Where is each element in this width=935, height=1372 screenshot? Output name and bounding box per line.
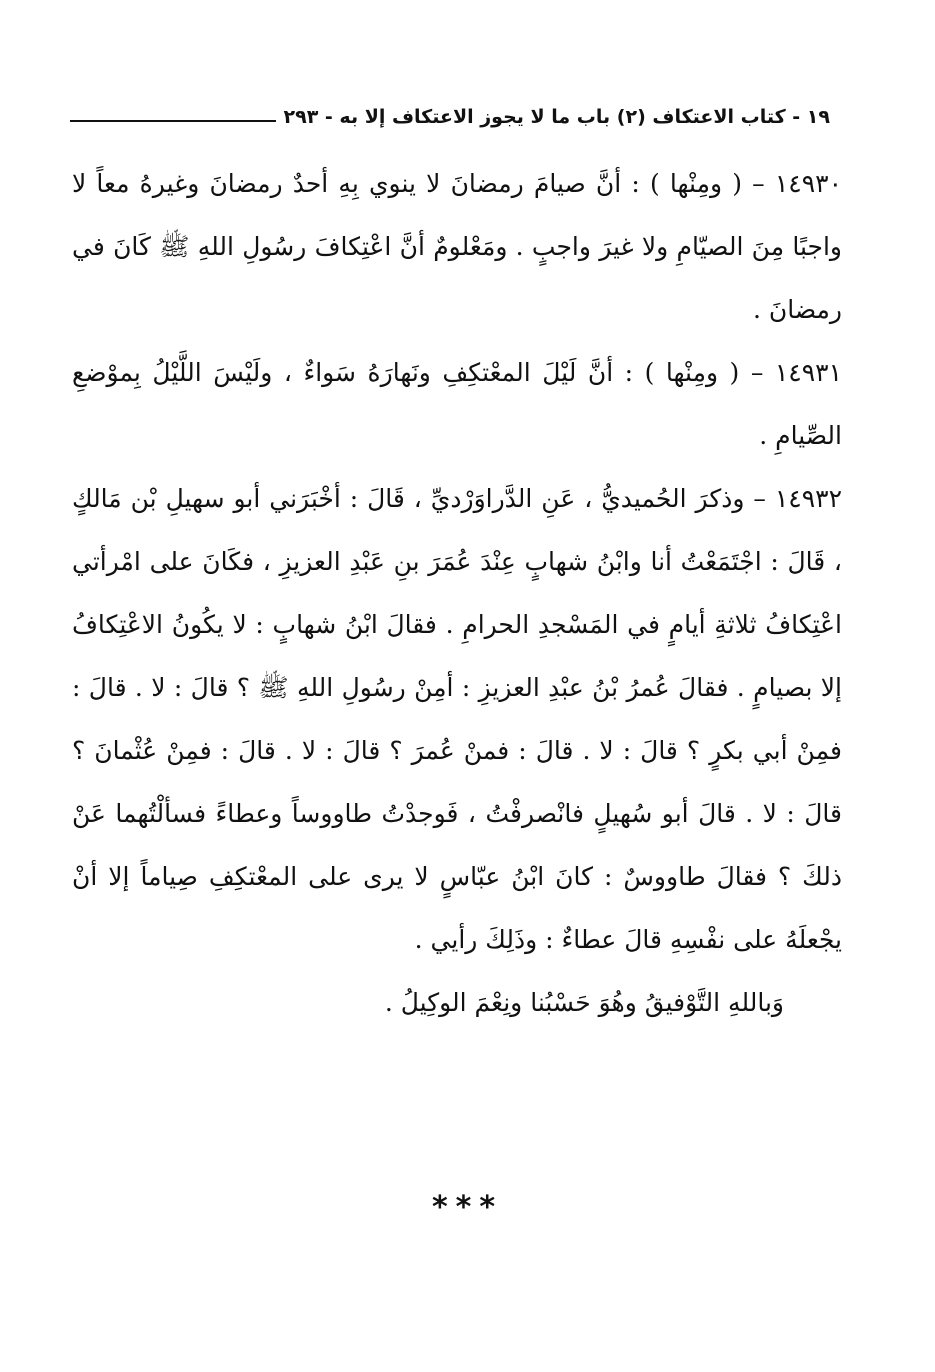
- closing-line: وَباللهِ التَّوْفيقُ وهُوَ حَسْبُنا ونِعْمَ الوكِيلُ .: [384, 988, 784, 1017]
- header-title: ١٩ - كتاب الاعتكاف (٢) باب ما لا يجوز الاعتكاف إلا به - ٢٩٣: [283, 106, 830, 128]
- paragraph-14931: ١٤٩٣١ – ( ومِنْها ) : أنَّ لَيْلَ المعْتكِفِ ونَهارَهُ سَواءٌ ، ولَيْسَ اللَّيْلُ بِموْضعِ الصِّيامِ .: [72, 358, 842, 450]
- section-separator: ***: [431, 1190, 504, 1225]
- paragraph-14932: ١٤٩٣٢ – وذكرَ الحُميديُّ ، عَنِ الدَّراوَرْديِّ ، قَالَ : أخْبَرَني أبو سهيلِ بْن مَالكٍ ، قَالَ : اجْتَمَعْتُ أنا وابْنُ شهابٍ عِنْدَ عُمَرَ بنِ عَبْدِ العزيزِ ، فكَانَ على امْرأتي اعْتِكافُ ثلاثةِ أيامٍ في المَسْجدِ الحرامِ . فقالَ ابْنُ شهابٍ : لا يكُونُ الاعْتِكافُ إلا بصيامٍ . فقالَ عُمرُ بْنُ عبْدِ العزيزِ : أمِنْ رسُولِ اللهِ ﷺ ؟ قالَ : لا . قالَ : فمِنْ أبي بكرٍ ؟ قالَ : لا . قالَ : فمنْ عُمرَ ؟ قالَ : لا . قالَ : فمِنْ عُثْمانَ ؟ قالَ : لا . قالَ أبو سُهيلٍ فانْصرفْتُ ، فَوجدْتُ طاووساً وعطاءً فسألْتُهما عَنْ ذلكَ ؟ فقالَ طاووسٌ : كانَ ابْنُ عبّاسٍ لا يرى على المعْتكِفِ صِياماً إلا أنْ يجْعلَهُ على نفْسِهِ قالَ عطاءٌ : وذَلِكَ رأيي .: [72, 484, 842, 954]
- paragraph-14930: ١٤٩٣٠ – ( ومِنْها ) : أنَّ صيامَ رمضانَ لا ينوي بِهِ أحدٌ رمضانَ وغيرهُ معاً لا واجبًا مِنَ الصيّامِ ولا غيرَ واجبٍ . ومَعْلومٌ أنَّ اعْتِكافَ رسُولِ اللهِ ﷺ كَانَ في رمضانَ .: [72, 169, 842, 324]
- main-text: [72, 152, 842, 1034]
- header-rule: [70, 120, 276, 122]
- running-header: [70, 92, 830, 128]
